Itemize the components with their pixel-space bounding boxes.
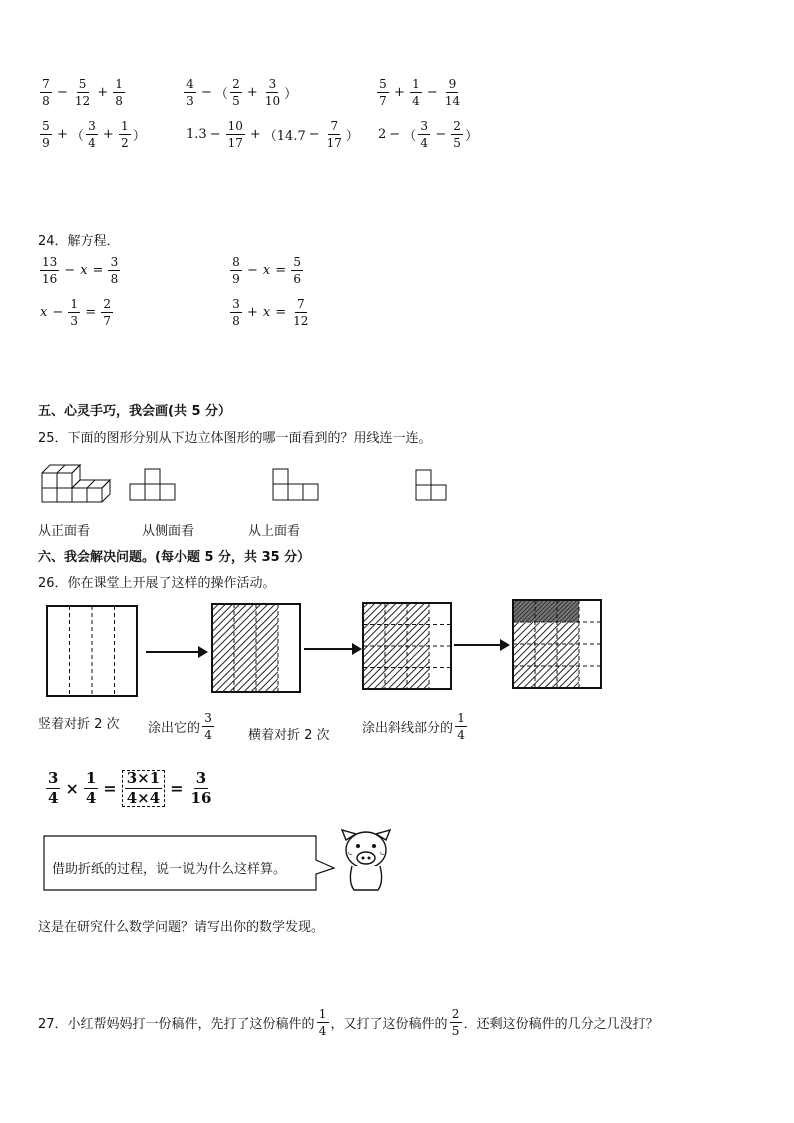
fraction bbox=[230, 298, 242, 327]
denominator: 8 bbox=[115, 94, 123, 108]
numerator: 3 bbox=[202, 712, 214, 727]
numerator: 3 bbox=[108, 256, 120, 271]
denominator: 8 bbox=[110, 272, 119, 286]
paren: ） bbox=[345, 129, 359, 144]
numerator: 5 bbox=[77, 78, 89, 93]
calc-expr-5 bbox=[186, 120, 359, 149]
numerator: 3×1 bbox=[126, 769, 161, 787]
fraction bbox=[189, 771, 214, 806]
denominator: 8 bbox=[42, 94, 50, 108]
variable: x bbox=[262, 305, 271, 320]
operator: + bbox=[249, 127, 261, 142]
fraction bbox=[86, 120, 98, 149]
numerator: 7 bbox=[40, 78, 52, 93]
denominator: 4 bbox=[204, 728, 212, 742]
question-26-prompt: 这是在研究什么数学问题？请写出你的数学发现。 bbox=[38, 920, 325, 935]
fraction bbox=[410, 78, 422, 107]
paren: （ bbox=[70, 129, 84, 144]
paren: （ bbox=[403, 129, 417, 144]
numerator: 10 bbox=[227, 119, 243, 133]
step-caption-3: 横着对折 2 次 bbox=[248, 728, 330, 743]
numerator: 1 bbox=[113, 78, 125, 93]
multiplication-formula bbox=[44, 770, 215, 807]
operator: × bbox=[65, 779, 79, 798]
label-top-view: 从上面看 bbox=[248, 524, 301, 539]
numerator: 3 bbox=[230, 298, 242, 313]
denominator: 5 bbox=[453, 136, 461, 150]
fraction bbox=[108, 256, 120, 285]
fraction bbox=[443, 78, 462, 107]
denominator: 5 bbox=[232, 94, 240, 108]
numerator: 13 bbox=[42, 255, 58, 269]
question-text: 27．小红帮妈妈打一份稿件，先打了这份稿件的 bbox=[38, 1017, 315, 1032]
numerator: 2 bbox=[450, 1008, 462, 1023]
fraction bbox=[451, 120, 463, 149]
denominator: 4 bbox=[457, 728, 465, 742]
fraction bbox=[230, 256, 242, 285]
paren: ） bbox=[465, 129, 479, 144]
equation-2 bbox=[228, 256, 305, 285]
denominator: 3 bbox=[70, 314, 79, 328]
arrow-icon bbox=[454, 639, 510, 651]
denominator: 4 bbox=[412, 94, 420, 108]
denominator: 7 bbox=[379, 94, 387, 108]
caption-text: 涂出它的 bbox=[148, 721, 201, 736]
operator: − bbox=[64, 263, 76, 278]
denominator: 8 bbox=[232, 314, 240, 328]
question-24-title: 24．解方程． bbox=[38, 234, 120, 249]
question-25-title: 25．下面的图形分别从下边立体图形的哪一面看到的？用线连一连。 bbox=[38, 431, 432, 446]
operator: − bbox=[435, 127, 447, 142]
fraction bbox=[40, 256, 59, 285]
denominator: 16 bbox=[190, 789, 212, 807]
section-6-title: 六、我会解决问题。(每小题 5 分，共 35 分） bbox=[38, 550, 311, 565]
operator: + bbox=[246, 85, 258, 100]
fraction bbox=[184, 78, 196, 107]
paren: （14.7 bbox=[263, 129, 306, 144]
denominator: 4 bbox=[420, 136, 429, 150]
operator: + bbox=[102, 127, 114, 142]
fraction bbox=[46, 771, 60, 806]
paren: （ bbox=[214, 87, 228, 102]
numerator: 2 bbox=[101, 298, 113, 313]
equation-3 bbox=[38, 298, 115, 327]
pig-mascot-icon bbox=[338, 826, 394, 896]
operator: − bbox=[201, 85, 212, 100]
denominator: 4×4 bbox=[126, 789, 161, 807]
question-26-title: 26．你在课堂上开展了这样的操作活动。 bbox=[38, 576, 276, 591]
fraction bbox=[455, 712, 467, 741]
step-caption-2 bbox=[148, 712, 216, 741]
equals-sign: = bbox=[275, 263, 287, 278]
numerator: 8 bbox=[230, 256, 242, 271]
denominator: 4 bbox=[88, 136, 96, 150]
numerator: 3 bbox=[418, 120, 430, 135]
fraction bbox=[84, 771, 98, 806]
denominator: 5 bbox=[451, 1024, 460, 1038]
calc-expr-2 bbox=[182, 78, 297, 107]
fraction bbox=[40, 78, 52, 107]
calc-expr-6 bbox=[378, 120, 478, 149]
equation-1 bbox=[38, 256, 122, 285]
fraction bbox=[202, 712, 214, 741]
numerator: 1 bbox=[455, 712, 467, 727]
arrow-icon bbox=[304, 643, 362, 655]
calc-expr-3 bbox=[375, 78, 464, 107]
number: 2 bbox=[378, 127, 387, 142]
question-text: ．还剩这份稿件的几分之几没打？ bbox=[463, 1017, 659, 1032]
fraction bbox=[230, 78, 242, 107]
equals-sign: = bbox=[85, 305, 97, 320]
fraction bbox=[291, 256, 303, 285]
fraction bbox=[68, 298, 80, 327]
numerator: 1 bbox=[119, 120, 131, 135]
section-5-title: 五、心灵手巧，我会画(共 5 分） bbox=[38, 404, 232, 419]
fraction bbox=[317, 1008, 329, 1037]
operator: + bbox=[97, 85, 109, 100]
paren: ） bbox=[132, 129, 146, 144]
fraction bbox=[291, 298, 310, 327]
denominator: 7 bbox=[103, 314, 111, 328]
equals-sign: = bbox=[92, 263, 104, 278]
fraction bbox=[418, 120, 430, 149]
operator: − bbox=[209, 127, 221, 142]
operator: − bbox=[57, 85, 68, 100]
arrow-icon bbox=[146, 646, 208, 658]
operator: − bbox=[389, 127, 401, 142]
denominator: 9 bbox=[232, 272, 240, 286]
front-view-figure bbox=[416, 470, 446, 500]
denominator: 4 bbox=[318, 1024, 327, 1038]
numerator: 9 bbox=[446, 78, 458, 93]
paper-folding-diagram bbox=[40, 598, 606, 698]
numerator: 1 bbox=[85, 769, 97, 787]
fraction bbox=[377, 78, 389, 107]
label-front-view: 从正面看 bbox=[38, 524, 91, 539]
variable: x bbox=[262, 263, 271, 278]
step-caption-4 bbox=[362, 712, 469, 741]
numerator: 2 bbox=[230, 78, 242, 93]
numerator: 3 bbox=[195, 769, 207, 787]
calc-expr-4 bbox=[38, 120, 146, 149]
operator: − bbox=[308, 127, 320, 142]
operator: + bbox=[394, 85, 405, 100]
step-caption-1: 竖着对折 2 次 bbox=[38, 717, 120, 732]
variable: x bbox=[80, 263, 88, 278]
numerator: 5 bbox=[40, 120, 52, 135]
operator: − bbox=[52, 305, 64, 320]
operator: + bbox=[247, 305, 258, 320]
fold-panel-4 bbox=[513, 600, 601, 688]
fraction bbox=[226, 120, 245, 149]
denominator: 3 bbox=[186, 94, 194, 108]
numerator: 3 bbox=[86, 120, 98, 135]
denominator: 17 bbox=[326, 136, 342, 150]
operator: − bbox=[247, 263, 258, 278]
fraction bbox=[325, 120, 344, 149]
denominator: 6 bbox=[293, 272, 301, 286]
denominator: 12 bbox=[74, 94, 91, 108]
denominator: 16 bbox=[42, 272, 58, 286]
equals-sign: = bbox=[170, 779, 184, 798]
numerator: 3 bbox=[266, 78, 278, 93]
speech-bubble-text: 借助折纸的过程，说一说为什么这样算。 bbox=[52, 862, 287, 877]
numerator: 3 bbox=[48, 769, 59, 787]
fraction bbox=[263, 78, 282, 107]
denominator: 9 bbox=[42, 136, 50, 150]
equation-4 bbox=[228, 298, 312, 327]
numerator: 1 bbox=[410, 78, 422, 93]
fold-panel-3 bbox=[363, 603, 451, 689]
fraction bbox=[101, 298, 113, 327]
denominator: 4 bbox=[48, 789, 59, 807]
question-text: ，又打了这份稿件的 bbox=[330, 1017, 448, 1032]
variable: x bbox=[40, 305, 48, 320]
side-view-figure bbox=[130, 469, 175, 500]
numerator: 5 bbox=[377, 78, 389, 93]
operator: − bbox=[426, 85, 438, 100]
number: 1.3 bbox=[186, 127, 207, 142]
equals-sign: = bbox=[103, 779, 117, 798]
top-view-figure bbox=[273, 469, 318, 500]
denominator: 14 bbox=[444, 94, 461, 108]
question-27 bbox=[38, 1008, 659, 1037]
paren: ） bbox=[284, 87, 298, 102]
equals-sign: = bbox=[275, 305, 287, 320]
numerator: 5 bbox=[291, 256, 303, 271]
denominator: 4 bbox=[85, 789, 97, 807]
fold-panel-1 bbox=[47, 606, 137, 696]
fraction bbox=[113, 78, 125, 107]
label-side-view: 从侧面看 bbox=[142, 524, 195, 539]
numerator: 4 bbox=[184, 78, 196, 93]
denominator: 2 bbox=[121, 136, 129, 150]
boxed-fraction bbox=[122, 770, 165, 807]
denominator: 17 bbox=[227, 136, 243, 150]
numerator: 1 bbox=[68, 298, 80, 313]
numerator: 1 bbox=[317, 1008, 329, 1023]
numerator: 7 bbox=[295, 298, 307, 313]
denominator: 10 bbox=[264, 94, 281, 108]
numerator: 2 bbox=[451, 120, 463, 135]
fraction bbox=[450, 1008, 462, 1037]
calc-expr-1 bbox=[38, 78, 127, 107]
denominator: 12 bbox=[293, 314, 309, 328]
fraction bbox=[40, 120, 52, 149]
cube-stack-figure bbox=[42, 465, 110, 502]
fraction bbox=[73, 78, 92, 107]
fraction bbox=[119, 120, 131, 149]
fold-panel-2 bbox=[212, 604, 300, 692]
view-shapes bbox=[36, 452, 456, 508]
operator: + bbox=[57, 127, 68, 142]
caption-text: 涂出斜线部分的 bbox=[362, 721, 454, 736]
numerator: 7 bbox=[328, 120, 340, 135]
